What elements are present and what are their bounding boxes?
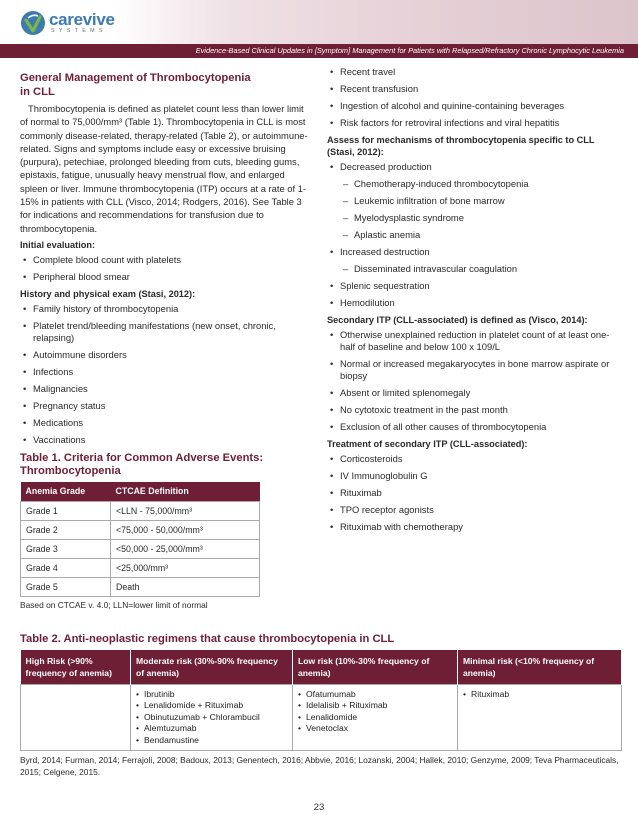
sub-list-item: – Aplastic anemia bbox=[327, 229, 623, 241]
left-column bbox=[20, 72, 310, 610]
carevive-logo bbox=[20, 10, 115, 36]
page-number: 23 bbox=[313, 802, 325, 813]
table-cell-moderate-risk bbox=[131, 684, 293, 751]
list-item: • Peripheral blood smear bbox=[20, 271, 310, 283]
table-cell: Grade 2 bbox=[21, 520, 111, 539]
carevive-logo-mark-icon bbox=[20, 10, 46, 36]
treatment-list bbox=[327, 453, 623, 533]
section-title-line-1: General Management of Thrombocytopenia bbox=[20, 72, 251, 84]
table-cell: Death bbox=[111, 577, 260, 596]
decreased-production-sublist bbox=[327, 178, 623, 241]
table1 bbox=[20, 482, 260, 597]
list-item: • Rituximab with chemotherapy bbox=[327, 521, 623, 533]
intro-paragraph: Thrombocytopenia is defined as platelet count less than lower limit of normal to 75,000/mm³ (Table 1). Thrombocytopenia in CLL is most commonly disease-related, therapy-related (Table 2), or autoimmune-related. Signs and symptoms include easy or excessive bruising (purpura), petechiae, prolonged bleeding from cuts, bleeding gums, epistaxis, fatigue, unusually heavy menstrual flow, and enlarged spleen or liver. Immune thrombocytopenia (ITP) occurs at a rate of 1-15% in patients with CLL (Visco, 2014; Rodgers, 2016). See Table 3 for indications and recommendations for transfusion due to thrombocytopenia. bbox=[20, 103, 308, 234]
treatment-heading: Treatment of secondary ITP (CLL-associated): bbox=[327, 439, 528, 449]
table-header-row bbox=[21, 650, 622, 685]
list-item: • Corticosteroids bbox=[327, 453, 623, 465]
list-item: • Venetoclax bbox=[298, 723, 452, 735]
list-item: • Alemtuzumab bbox=[136, 723, 287, 735]
table-header-cell: Low risk (10%-30% frequency of anemia) bbox=[293, 650, 458, 685]
mechanisms-list bbox=[327, 161, 623, 173]
history-list bbox=[20, 303, 310, 446]
table-header-cell: CTCAE Definition bbox=[111, 482, 260, 502]
initial-evaluation-list bbox=[20, 254, 310, 283]
table2-section bbox=[20, 633, 622, 778]
page-header bbox=[0, 0, 638, 58]
table-cell: <75,000 - 50,000/mm³ bbox=[111, 520, 260, 539]
table-header-cell: Anemia Grade bbox=[21, 482, 111, 502]
list-item: • No cytotoxic treatment in the past month bbox=[327, 404, 623, 416]
history-heading: History and physical exam (Stasi, 2012): bbox=[20, 288, 196, 299]
logo-subtitle: SYSTEMS bbox=[51, 28, 107, 34]
list-item: • Vaccinations bbox=[20, 434, 310, 446]
table2-citation: Byrd, 2014; Furman, 2014; Ferrajoli, 2008; Badoux, 2013; Genentech, 2016; Abbvie, 2016; Lozanski, 2004; Hallek, 2010; Genzyme, 2009; Teva Pharmaceuticals, 2015; Celgene, 2015. bbox=[20, 755, 619, 777]
table-cell-high-risk bbox=[21, 684, 131, 751]
sub-list-item: – Myelodysplastic syndrome bbox=[327, 212, 623, 224]
list-item: • Platelet trend/bleeding manifestations (new onset, chronic, relapsing) bbox=[20, 320, 310, 344]
list-item: • Risk factors for retroviral infections and viral hepatitis bbox=[327, 117, 623, 129]
table-cell-low-risk bbox=[293, 684, 458, 751]
mechanisms-list-3 bbox=[327, 280, 623, 309]
list-item: • Malignancies bbox=[20, 383, 310, 395]
table-cell: <LLN - 75,000/mm³ bbox=[111, 501, 260, 520]
table2-title: Table 2. Anti-neoplastic regimens that cause thrombocytopenia in CLL bbox=[20, 633, 395, 645]
list-item: • TPO receptor agonists bbox=[327, 504, 623, 516]
table-cell: <25,000/mm³ bbox=[111, 558, 260, 577]
list-item: • Otherwise unexplained reduction in platelet count of at least one-half of baseline and below 100 x 109/L bbox=[327, 329, 623, 353]
list-item: • Complete blood count with platelets bbox=[20, 254, 310, 266]
table-row bbox=[21, 520, 260, 539]
table-cell-minimal-risk bbox=[458, 684, 622, 751]
table-cell: Grade 4 bbox=[21, 558, 111, 577]
list-item: • Lenalidomide + Rituximab bbox=[136, 700, 287, 712]
list-item: • Ibrutinib bbox=[136, 689, 287, 701]
table-cell: <50,000 - 25,000/mm³ bbox=[111, 539, 260, 558]
list-item: • Splenic sequestration bbox=[327, 280, 623, 292]
right-column bbox=[327, 66, 623, 538]
table-row bbox=[21, 684, 622, 751]
table2 bbox=[20, 650, 622, 752]
section-title bbox=[20, 72, 310, 99]
list-item: • Autoimmune disorders bbox=[20, 349, 310, 361]
list-item: • Idelalisib + Rituximab bbox=[298, 700, 452, 712]
table-row bbox=[21, 577, 260, 596]
table1-title-line-1: Table 1. Criteria for Common Adverse Events: bbox=[20, 451, 264, 464]
table-header-cell: High Risk (>90% frequency of anemia) bbox=[21, 650, 131, 685]
list-item: • Exclusion of all other causes of thrombocytopenia bbox=[327, 421, 623, 433]
risk-factor-list bbox=[327, 66, 623, 129]
section-title-line-2: in CLL bbox=[20, 85, 55, 98]
mechanisms-heading: Assess for mechanisms of thrombocytopenia specific to CLL (Stasi, 2012): bbox=[327, 135, 595, 157]
mechanisms-list-2 bbox=[327, 246, 623, 258]
list-item: • Pregnancy status bbox=[20, 400, 310, 412]
list-item: • Infections bbox=[20, 366, 310, 378]
list-item: • Lenalidomide bbox=[298, 712, 452, 724]
table1-title bbox=[20, 452, 310, 479]
increased-destruction-sublist bbox=[327, 263, 623, 275]
table-row bbox=[21, 539, 260, 558]
table-row bbox=[21, 558, 260, 577]
logo-name: carevive bbox=[49, 10, 115, 29]
table-header-cell: Moderate risk (30%-90% frequency of anemia) bbox=[131, 650, 293, 685]
header-tagline: Evidence-Based Clinical Updates in [Symptom] Management for Patients with Relapsed/Refractory Chronic Lymphocytic Leukemia bbox=[195, 46, 624, 55]
list-item: • Normal or increased megakaryocytes in bone marrow aspirate or biopsy bbox=[327, 358, 623, 382]
sub-list-item: – Leukemic infiltration of bone marrow bbox=[327, 195, 623, 207]
list-item: • Absent or limited splenomegaly bbox=[327, 387, 623, 399]
table-cell: Grade 5 bbox=[21, 577, 111, 596]
secondary-itp-list bbox=[327, 329, 623, 433]
table-header-cell: Minimal risk (<10% frequency of anemia) bbox=[458, 650, 622, 685]
table-row bbox=[21, 501, 260, 520]
table-cell: Grade 3 bbox=[21, 539, 111, 558]
list-item: • Recent transfusion bbox=[327, 83, 623, 95]
list-item: • Rituximab bbox=[327, 487, 623, 499]
list-item: • Hemodilution bbox=[327, 297, 623, 309]
table-header-row bbox=[21, 482, 260, 502]
list-item: • Ofatumumab bbox=[298, 689, 452, 701]
table1-note: Based on CTCAE v. 4.0; LLN=lower limit of normal bbox=[20, 599, 208, 610]
table1-title-line-2: Thrombocytopenia bbox=[20, 465, 121, 478]
secondary-itp-heading: Secondary ITP (CLL-associated) is defined as (Visco, 2014): bbox=[327, 315, 588, 325]
table-cell: Grade 1 bbox=[21, 501, 111, 520]
list-item: • IV Immunoglobulin G bbox=[327, 470, 623, 482]
list-item: • Rituximab bbox=[463, 689, 616, 701]
list-item: • Family history of thrombocytopenia bbox=[20, 303, 310, 315]
list-item: • Obinutuzumab + Chlorambucil bbox=[136, 712, 287, 724]
list-item: • Ingestion of alcohol and quinine-containing beverages bbox=[327, 100, 623, 112]
list-item: • Increased destruction bbox=[327, 246, 623, 258]
initial-evaluation-heading: Initial evaluation: bbox=[20, 239, 96, 250]
list-item: • Recent travel bbox=[327, 66, 623, 78]
sub-list-item: – Chemotherapy-induced thrombocytopenia bbox=[327, 178, 623, 190]
list-item: • Decreased production bbox=[327, 161, 623, 173]
sub-list-item: – Disseminated intravascular coagulation bbox=[327, 263, 623, 275]
logo-text bbox=[49, 11, 115, 35]
list-item: • Bendamustine bbox=[136, 735, 287, 747]
list-item: • Medications bbox=[20, 417, 310, 429]
